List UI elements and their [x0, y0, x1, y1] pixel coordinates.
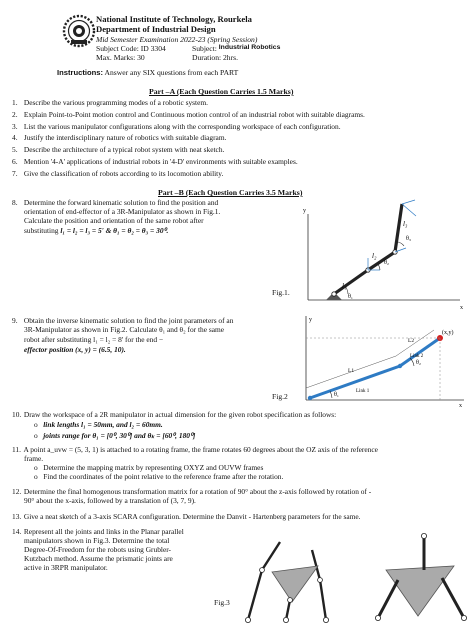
question-9-line-2: 3R-Manipulator as shown in Fig.2. Calculate θ₁ and θ₂ for the same	[24, 325, 225, 334]
question-9-line-4: effector position (x, y) = (6.5, 10).	[24, 345, 126, 354]
subject-row	[96, 44, 426, 53]
question-14-line-4: Kutzbach method. Assume the prismatic joints are	[24, 554, 173, 563]
question-10: 10. Draw the workspace of a 2R manipulator in actual dimension for the given robot specification as follows:	[12, 410, 337, 419]
question-8-math: l₁ = l₂ = l₃ = 5' & θ₁ = θ₂ = θ₃ = 30⁰.	[60, 226, 169, 235]
question-6: 6. Mention '4-A' applications of industrial robots in '4-D' environments with suitable examples.	[12, 157, 298, 166]
marks-row	[96, 53, 426, 62]
question-4: 4. Justify the interdisciplinary nature of robotics with suitable diagram.	[12, 133, 227, 142]
question-10-bullet-2: o joints range for θ₁ = [0⁰, 30⁰] and θₖ = [60⁰, 180⁰]	[34, 431, 196, 440]
svg-text:x: x	[459, 403, 462, 408]
svg-text:θ₁: θ₁	[334, 392, 339, 398]
question-10-bullet-1: o link lengths l₁ = 50mm, and l₂ = 60mm.	[34, 420, 163, 429]
subject-name: Industrial Robotics	[218, 44, 281, 52]
max-marks: Max. Marks: 30	[96, 53, 145, 63]
nit-rourkela-logo	[62, 14, 96, 48]
figure-1-3r-manipulator	[300, 196, 468, 314]
svg-text:(x,y): (x,y)	[442, 330, 454, 336]
exam-session: Mid Semester Examination 2022-23 (Spring Session)	[96, 34, 258, 44]
exam-header	[96, 14, 426, 63]
question-14-line-5: active in 3RPR manipulator.	[24, 563, 108, 572]
question-7: 7. Give the classification of robots according to its locomotion ability.	[12, 169, 224, 178]
question-9-line-3: robot after substituting l₁ = l₂ = 8' for the end −	[24, 335, 164, 344]
svg-text:x: x	[460, 305, 463, 311]
question-12-line-2: 90° about the x-axis, followed by a translation of (3, 7, 9).	[24, 496, 196, 505]
figure-2-manipulator	[296, 312, 468, 408]
question-8: 8. Determine the forward kinematic solution to find the position and	[12, 198, 219, 207]
question-9: 9. Obtain the inverse kinematic solution to find the joint parameters of an	[12, 316, 234, 325]
svg-text:θ₂: θ₂	[384, 260, 389, 266]
part-a-title: Part –A (Each Question Carries 1.5 Marks)	[149, 87, 294, 96]
question-14-line-3: Degree-Of-Freedom for the robots using Grubler-	[24, 545, 172, 554]
svg-text:Link 1: Link 1	[356, 389, 370, 394]
question-14: 14. Represent all the joints and links in the Planar parallel	[12, 527, 184, 536]
instructions-text: Answer any SIX questions from each PART	[104, 68, 239, 77]
question-11-line-2: frame.	[24, 454, 44, 463]
question-13: 13. Give a neat sketch of a 3-axis SCARA configuration. Determine the Danvit - Hartenberg parameters for the same.	[12, 512, 361, 521]
svg-text:l₁: l₁	[342, 282, 347, 290]
instructions-label: Instructions:	[57, 68, 103, 77]
svg-text:θ₁: θ₁	[348, 294, 353, 300]
figure-2-label: Fig.2	[272, 392, 288, 401]
svg-text:l₂: l₂	[372, 252, 377, 260]
svg-text:θ₂: θ₂	[416, 360, 421, 366]
instructions	[57, 68, 238, 77]
svg-text:y: y	[303, 208, 306, 214]
figure-3-parallel-manipulators	[228, 530, 472, 628]
question-8-line-3: Calculate the position and orientation of the same robot after	[24, 216, 204, 225]
question-14-line-2: manipulators shown in Fig.3. Determine the total	[24, 536, 170, 545]
question-2: 2. Explain Point-to-Point motion control and Continuous motion control of an industrial robot with suitable diagrams.	[12, 110, 365, 119]
svg-text:Link 2: Link 2	[410, 354, 424, 359]
question-8-line-4: substituting l₁ = l₂ = l₃ = 5' & θ₁ = θ₂ = θ₃ = 30⁰.	[24, 226, 169, 235]
svg-text:l₃: l₃	[403, 220, 408, 228]
department-name: Department of Industrial Design	[96, 24, 216, 35]
svg-text:y: y	[309, 317, 312, 323]
question-8-line-2: orientation of end-effector of a 3R-Manipulator as shown in Fig.1.	[24, 207, 221, 216]
part-b-title: Part –B (Each Question Carries 3.5 Marks)	[158, 188, 303, 197]
subject-label: Subject:	[192, 44, 217, 54]
institute-name: National Institute of Technology, Rourkela	[96, 14, 252, 24]
duration: Duration: 2hrs.	[192, 53, 238, 63]
question-11-bullet-2: o Find the coordinates of the point relative to the reference frame after the rotation.	[34, 472, 284, 481]
question-1: 1. Describe the various programming modes of a robotic system.	[12, 98, 208, 107]
question-12: 12. Determine the final homogenous transformation matrix for a rotation of 90° about the z-axis followed by rotation of -	[12, 487, 372, 496]
question-3: 3. List the various manipulator configurations along with the corresponding workspace of each configuration.	[12, 122, 341, 131]
svg-text:θ₃: θ₃	[406, 236, 411, 242]
figure-1-label: Fig.1.	[272, 288, 290, 297]
question-11: 11. A point a_uvw = (5, 3, 1) is attached to a rotating frame, the frame rotates 60 degrees about the OZ axis of the reference	[12, 445, 378, 454]
question-5: 5. Describe the architecture of a typical robot system with neat sketch.	[12, 145, 225, 154]
svg-text:L2: L2	[408, 338, 415, 344]
figure-3-label: Fig.3	[214, 598, 230, 607]
svg-text:L1: L1	[348, 368, 355, 374]
question-11-bullet-1: o Determine the mapping matrix by representing OXYZ and OUVW frames	[34, 463, 264, 472]
subject-code: Subject Code: ID 3304	[96, 44, 166, 54]
